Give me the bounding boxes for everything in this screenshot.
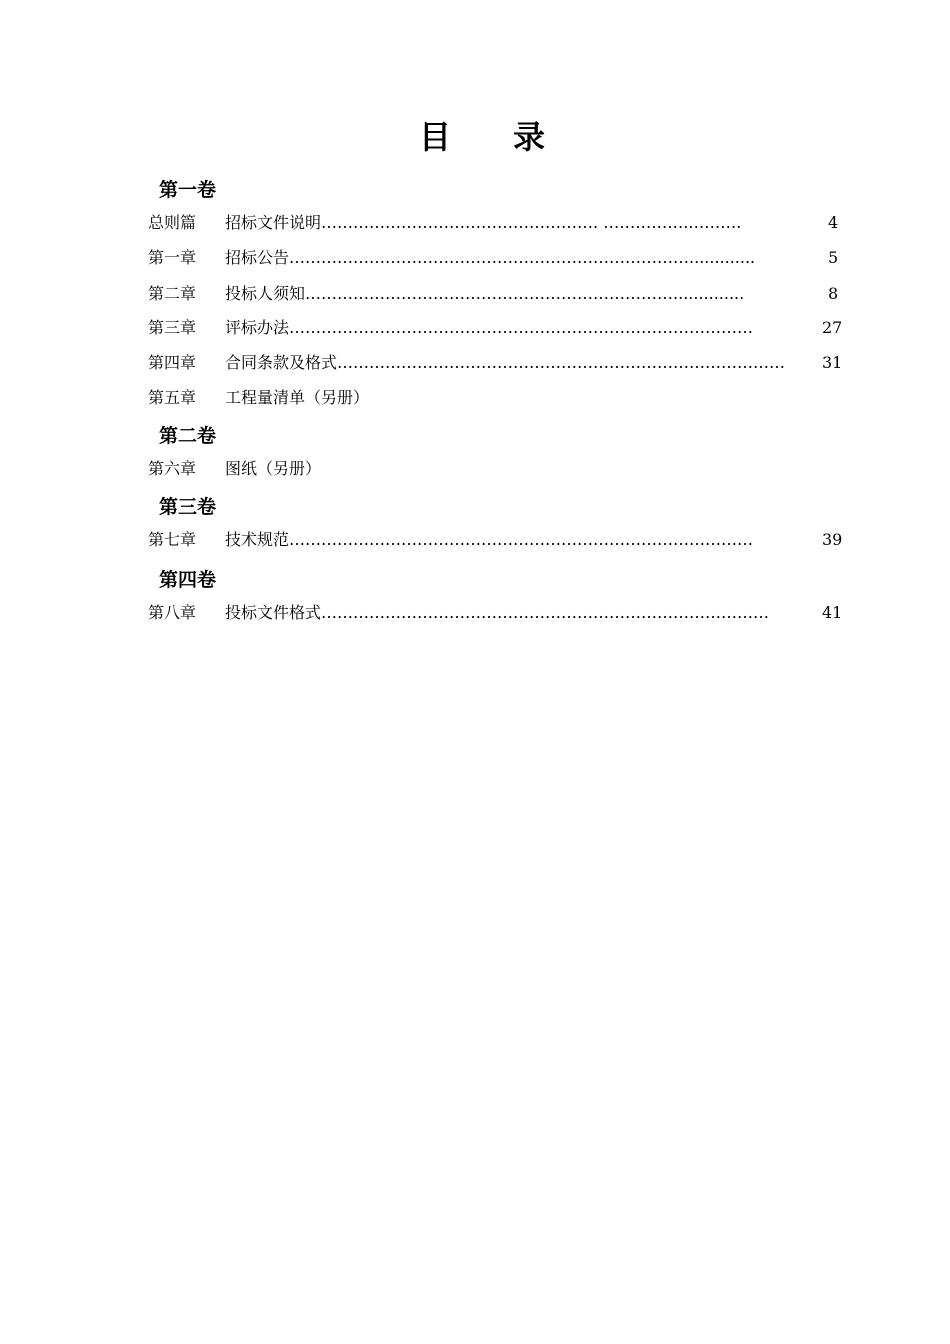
toc-entry-title: 投标文件格式 xyxy=(225,603,322,622)
toc-title-right: 录 xyxy=(513,118,546,156)
toc-entry-chapter: 第六章 xyxy=(148,459,197,478)
toc-entry-page: 5 xyxy=(828,245,838,271)
toc-title xyxy=(0,112,950,158)
toc-entry[interactable] xyxy=(148,315,848,341)
toc-entry-page: 27 xyxy=(822,315,842,341)
toc-entry-chapter: 第七章 xyxy=(148,530,197,549)
toc-entry-chapter: 第一章 xyxy=(148,248,197,267)
toc-entry-leader: …………………………………………………………………………… xyxy=(289,530,754,549)
volume-heading-3: 第三卷 xyxy=(159,496,217,518)
toc-title-left: 目 xyxy=(418,118,451,156)
toc-entry-leader: ………………………………………………………………………… xyxy=(337,353,786,372)
toc-entry-title: 投标人须知 xyxy=(225,284,306,303)
toc-entry-page: 39 xyxy=(822,527,842,553)
toc-entry[interactable] xyxy=(148,281,848,307)
toc-entry[interactable] xyxy=(148,245,848,271)
toc-entry-page: 4 xyxy=(828,210,838,236)
toc-entry-leader: …………………………………………………………………………… xyxy=(289,318,754,337)
toc-entry-title: 评标办法 xyxy=(225,318,290,337)
volume-heading-2: 第二卷 xyxy=(159,425,217,447)
toc-entry-title: 图纸（另册） xyxy=(225,459,322,478)
toc-entry[interactable] xyxy=(148,527,848,553)
toc-entry-title: 合同条款及格式 xyxy=(225,353,338,372)
toc-entry-leader: ……………………………………………. …………….………. xyxy=(321,213,742,232)
toc-entry[interactable] xyxy=(148,456,848,482)
toc-entry-chapter: 第三章 xyxy=(148,318,197,337)
volume-heading-1: 第一卷 xyxy=(159,179,217,201)
volume-heading-4: 第四卷 xyxy=(159,569,217,591)
toc-entry-title: 技术规范 xyxy=(225,530,290,549)
toc-entry-chapter: 总则篇 xyxy=(148,213,197,232)
toc-entry-chapter: 第八章 xyxy=(148,603,197,622)
toc-entry-page: 41 xyxy=(822,600,842,626)
toc-entry-chapter: 第二章 xyxy=(148,284,197,303)
toc-entry-title: 招标公告 xyxy=(225,248,290,267)
toc-entry-leader: …………………………………………………………………............. xyxy=(289,248,756,267)
toc-entry-chapter: 第四章 xyxy=(148,353,197,372)
toc-entry-title: 招标文件说明 xyxy=(225,213,322,232)
toc-entry-chapter: 第五章 xyxy=(148,388,197,407)
toc-entry-title: 工程量清单（另册） xyxy=(225,388,370,407)
toc-entry[interactable] xyxy=(148,210,848,236)
toc-entry[interactable] xyxy=(148,350,848,376)
toc-entry[interactable] xyxy=(148,600,848,626)
toc-entry-page: 31 xyxy=(822,350,842,376)
toc-entry-leader: …………………………………………………………….............. xyxy=(305,284,745,303)
toc-entry-leader: ………………………………………………………………………… xyxy=(321,603,770,622)
toc-entry-page: 8 xyxy=(828,281,838,307)
toc-entry[interactable] xyxy=(148,385,848,411)
